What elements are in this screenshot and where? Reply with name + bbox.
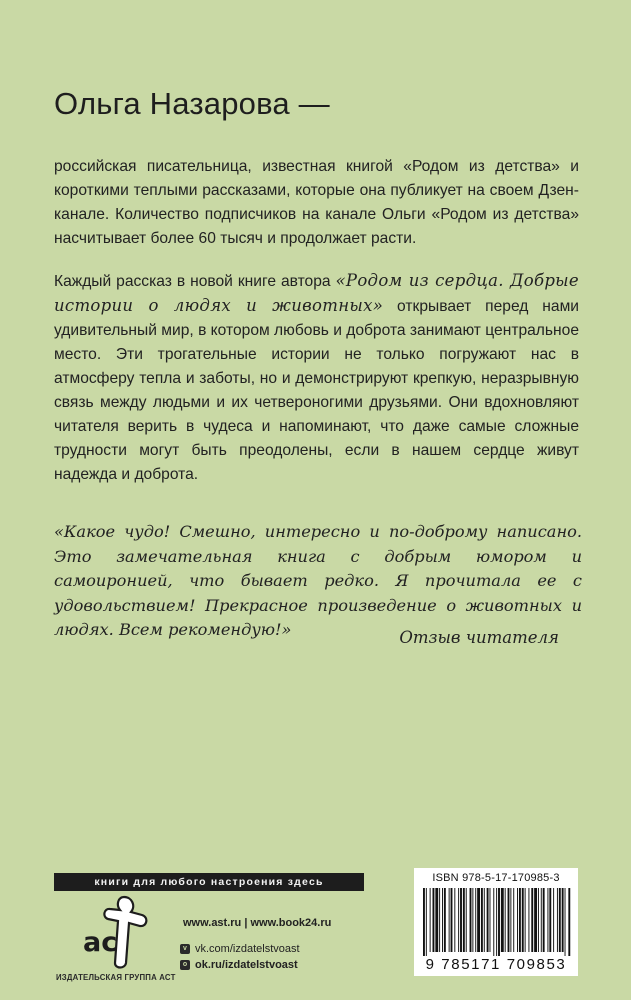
logo-text: ac [83,927,118,958]
ok-icon: o [180,960,190,970]
barcode-bar [493,888,494,956]
barcode-bar [458,888,459,952]
barcode-bar [557,888,558,952]
barcode-bar [487,888,489,952]
publisher-name: ИЗДАТЕЛЬСКАЯ ГРУППА АСТ [56,973,176,982]
barcode-bar [433,888,435,952]
barcode-bar [449,888,450,952]
author-heading: Ольга Назарова — [54,86,330,121]
book-description [54,269,579,487]
barcode-bar [454,888,455,952]
description-intro: Каждый рассказ в новой книге автора [54,273,336,290]
vk-link[interactable] [180,943,300,955]
barcode-bar [541,888,542,952]
barcode-bar [463,888,465,952]
barcode-bar [528,888,529,952]
barcode-bar [430,888,431,952]
barcode-bar [538,888,539,952]
barcode-bar [559,888,561,952]
barcode-bar [519,888,521,952]
vk-icon: v [180,944,190,954]
barcode-bar [543,888,545,952]
barcode-bar [549,888,551,952]
ok-url: ok.ru/izdatelstvoast [195,959,298,971]
publisher-websites[interactable]: www.ast.ru | www.book24.ru [183,917,332,929]
barcode-bar [522,888,524,952]
barcode-bar [505,888,506,952]
ok-link[interactable] [180,959,298,971]
barcode-bar [442,888,443,952]
barcode-bar [477,888,480,952]
barcode-bar [553,888,554,952]
barcode-bar [513,888,514,952]
barcode-bar [565,888,566,956]
barcode-bar [426,888,427,956]
barcode-bar [484,888,485,952]
barcode-bar [451,888,453,952]
barcode-bar [510,888,511,952]
barcode-bar [496,888,497,956]
barcode-bar [470,888,472,952]
barcode-bar [460,888,462,952]
isbn-label: ISBN 978-5-17-170985-3 [432,872,560,884]
barcode-bar [481,888,483,952]
ast-logo [80,893,150,971]
barcode-bar [517,888,518,952]
ean-digits: 9 785171 709853 [425,956,567,973]
barcode-bar [475,888,476,952]
barcode-bar [534,888,537,952]
barcode-bar [423,888,425,956]
book-title: «Родом из сердца. Добрые истории о людях и животных» [54,271,579,315]
barcode-bar [498,888,500,956]
quote-source: Отзыв читателя [399,628,559,647]
author-bio: российская писательница, известная книгой «Родом из детства» и короткими теплыми рассказами, которые она публикует на своем Дзен-канале. Количество подписчиков на канале Ольги «Родом из детства» насчитывает более 60 тысяч и продолжает расти. [54,158,579,247]
barcode-bar [562,888,564,952]
barcode-bar [444,888,446,952]
description-body: открывает перед нами удивительный мир, в котором любовь и доброта занимают центральное место. Эти трогательные истории не только погружают нас в атмосферу тепла и заботы, но и демонстрируют крепкую, неразрывную связь между людьми и их четвероногими друзьями. Они вдохновляют читателя верить в чудеса и напоминают, что даже самые сложные трудности могут быть преодолены, если в нашем сердце живут надежда и доброта. [54,298,579,483]
reader-quote: «Какое чудо! Смешно, интересно и по-доброму написано. Это замечательная книга с добрым юмором и самоиронией, что бывает редко. Я прочитала ее с удовольствием! Прекрасное произведение о животных и людях. Всем рекомендую!» [54,522,582,639]
slogan-banner: книги для любого настроения здесь [54,873,364,891]
barcode-bar [508,888,510,952]
barcode-bar [435,888,438,952]
barcode-bar [472,888,473,952]
barcode-bar [547,888,548,952]
barcode-bar [490,888,491,952]
barcode-bar [568,888,570,956]
barcode-bar [501,888,504,952]
vk-url: vk.com/izdatelstvoast [195,943,300,955]
barcode-bar [466,888,467,952]
barcode-bars [421,888,571,956]
barcode-bar [525,888,526,952]
barcode [414,868,578,976]
barcode-bar [531,888,533,952]
barcode-bar [439,888,440,952]
